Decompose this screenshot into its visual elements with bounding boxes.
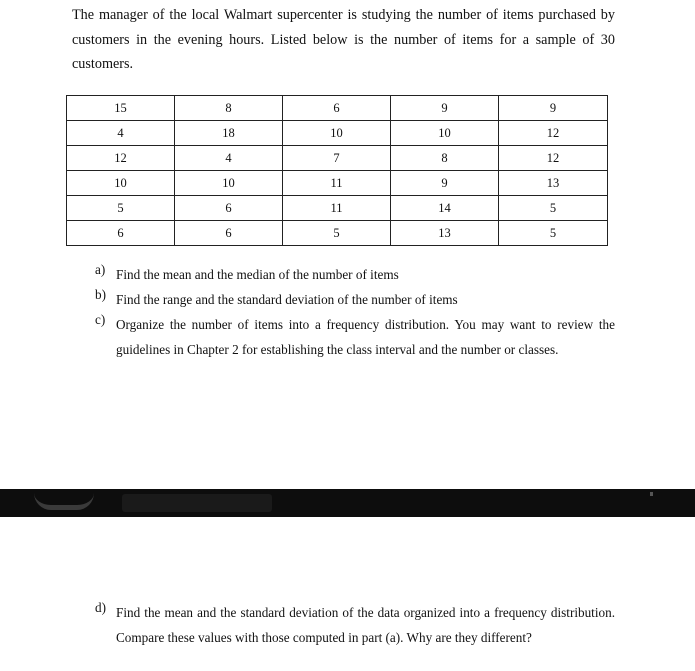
table-cell: 10 (283, 121, 391, 146)
table-cell: 9 (391, 96, 499, 121)
table-cell: 12 (499, 121, 608, 146)
question-a (95, 262, 615, 287)
table-cell: 11 (283, 196, 391, 221)
table-cell: 10 (67, 171, 175, 196)
items-table (66, 95, 608, 246)
table-cell: 5 (499, 196, 608, 221)
table-cell: 4 (175, 146, 283, 171)
dot-mark (650, 492, 653, 496)
table-cell: 10 (175, 171, 283, 196)
table-cell: 13 (391, 221, 499, 246)
table-row (67, 221, 608, 246)
question-label: c) (95, 312, 106, 327)
question-label: b) (95, 287, 106, 302)
question-label: a) (95, 262, 106, 277)
table-cell: 18 (175, 121, 283, 146)
question-c (95, 312, 615, 362)
question-label: d) (95, 600, 106, 615)
table-cell: 6 (175, 196, 283, 221)
table-cell: 9 (499, 96, 608, 121)
table-cell: 6 (175, 221, 283, 246)
question-text: Find the mean and the median of the number of items (116, 267, 399, 282)
table-cell: 7 (283, 146, 391, 171)
dark-overlay-bar (0, 489, 695, 517)
table-row (67, 96, 608, 121)
problem-intro: The manager of the local Walmart supercenter is studying the number of items purchased by customers in the evening hours. Listed below is the number of items for a sample of 30 customers. (72, 7, 615, 72)
table-row (67, 171, 608, 196)
question-text: Organize the number of items into a frequency distribution. You may want to review the guidelines in Chapter 2 for establishing the class interval and the number or classes. (116, 317, 615, 357)
table-cell: 5 (67, 196, 175, 221)
table-cell: 6 (283, 96, 391, 121)
curve-shape-decoration (34, 493, 94, 510)
table-row (67, 196, 608, 221)
table-cell: 8 (391, 146, 499, 171)
question-text: Find the range and the standard deviation of the number of items (116, 292, 458, 307)
table-cell: 9 (391, 171, 499, 196)
table-cell: 14 (391, 196, 499, 221)
obscured-text-area (122, 494, 272, 512)
table-row (67, 146, 608, 171)
table-cell: 11 (283, 171, 391, 196)
table-cell: 5 (283, 221, 391, 246)
table-row (67, 121, 608, 146)
question-text: Find the mean and the standard deviation of the data organized into a frequency distribution. Compare these values with those computed in part (a). Why are they different? (116, 605, 615, 645)
table-cell: 15 (67, 96, 175, 121)
table-cell: 5 (499, 221, 608, 246)
table-cell: 12 (499, 146, 608, 171)
table-cell: 12 (67, 146, 175, 171)
table-cell: 13 (499, 171, 608, 196)
table-cell: 8 (175, 96, 283, 121)
table-cell: 10 (391, 121, 499, 146)
table-cell: 6 (67, 221, 175, 246)
question-b (95, 287, 615, 312)
table-cell: 4 (67, 121, 175, 146)
question-d (95, 600, 615, 650)
